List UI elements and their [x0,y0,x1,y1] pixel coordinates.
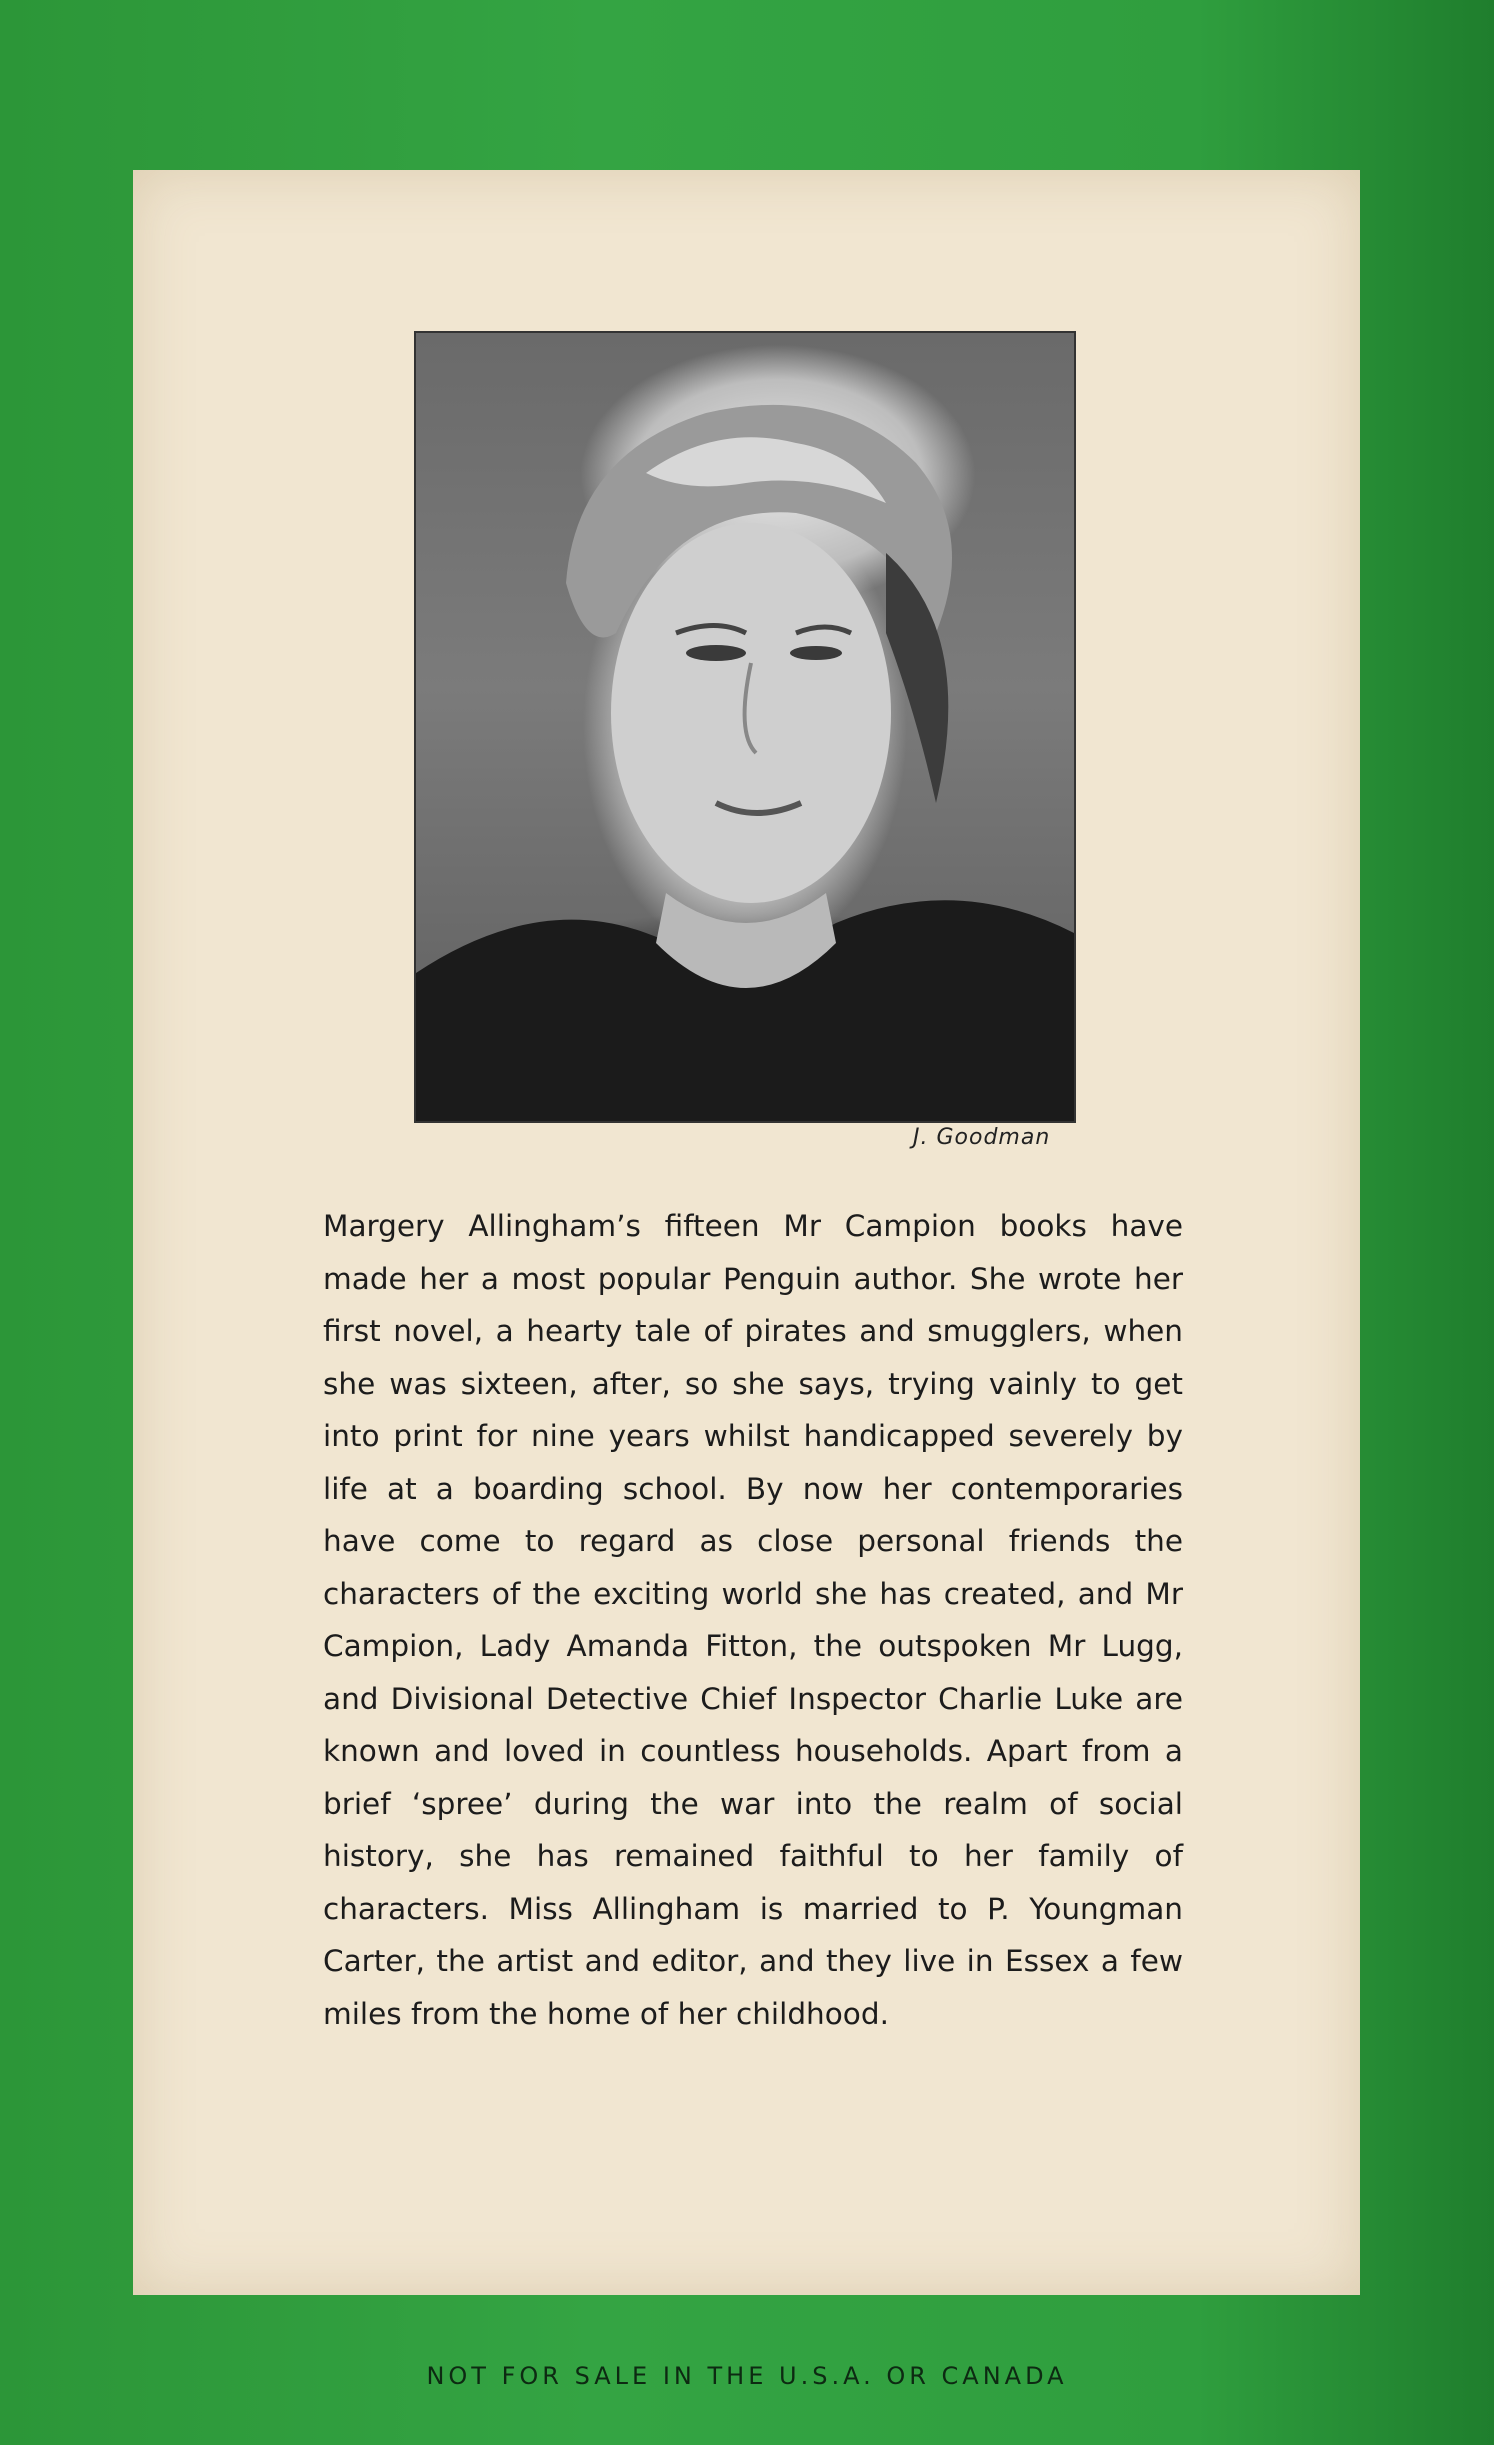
author-portrait-photo [414,331,1076,1123]
photo-credit: J. Goodman [913,1125,1051,1150]
sales-restriction-notice: NOT FOR SALE IN THE U.S.A. OR CANADA [426,2362,1068,2390]
author-biography: Margery Allingham’s fifteen Mr Campion books have made her a most popular Penguin author. She wrote her first novel, a hearty tale of pirates and smugglers, when she was sixteen, after, so she says, trying vainly to get into print for nine years whilst handicapped severely by life at a boarding school. By now her contemporaries have come to regard as close personal friends the characters of the exciting world she has created, and Mr Campion, Lady Amanda Fitton, the outspoken Mr Lugg, and Divisional Detective Chief Inspector Charlie Luke are known and loved in countless households. Apart from a brief ‘spree’ during the war into the realm of social history, she has remained faithful to her family of characters. Miss Allingham is married to P. Youngman Carter, the artist and editor, and they live in Essex a few miles from the home of her childhood. [323,1209,1183,2031]
cream-panel [133,170,1360,2295]
